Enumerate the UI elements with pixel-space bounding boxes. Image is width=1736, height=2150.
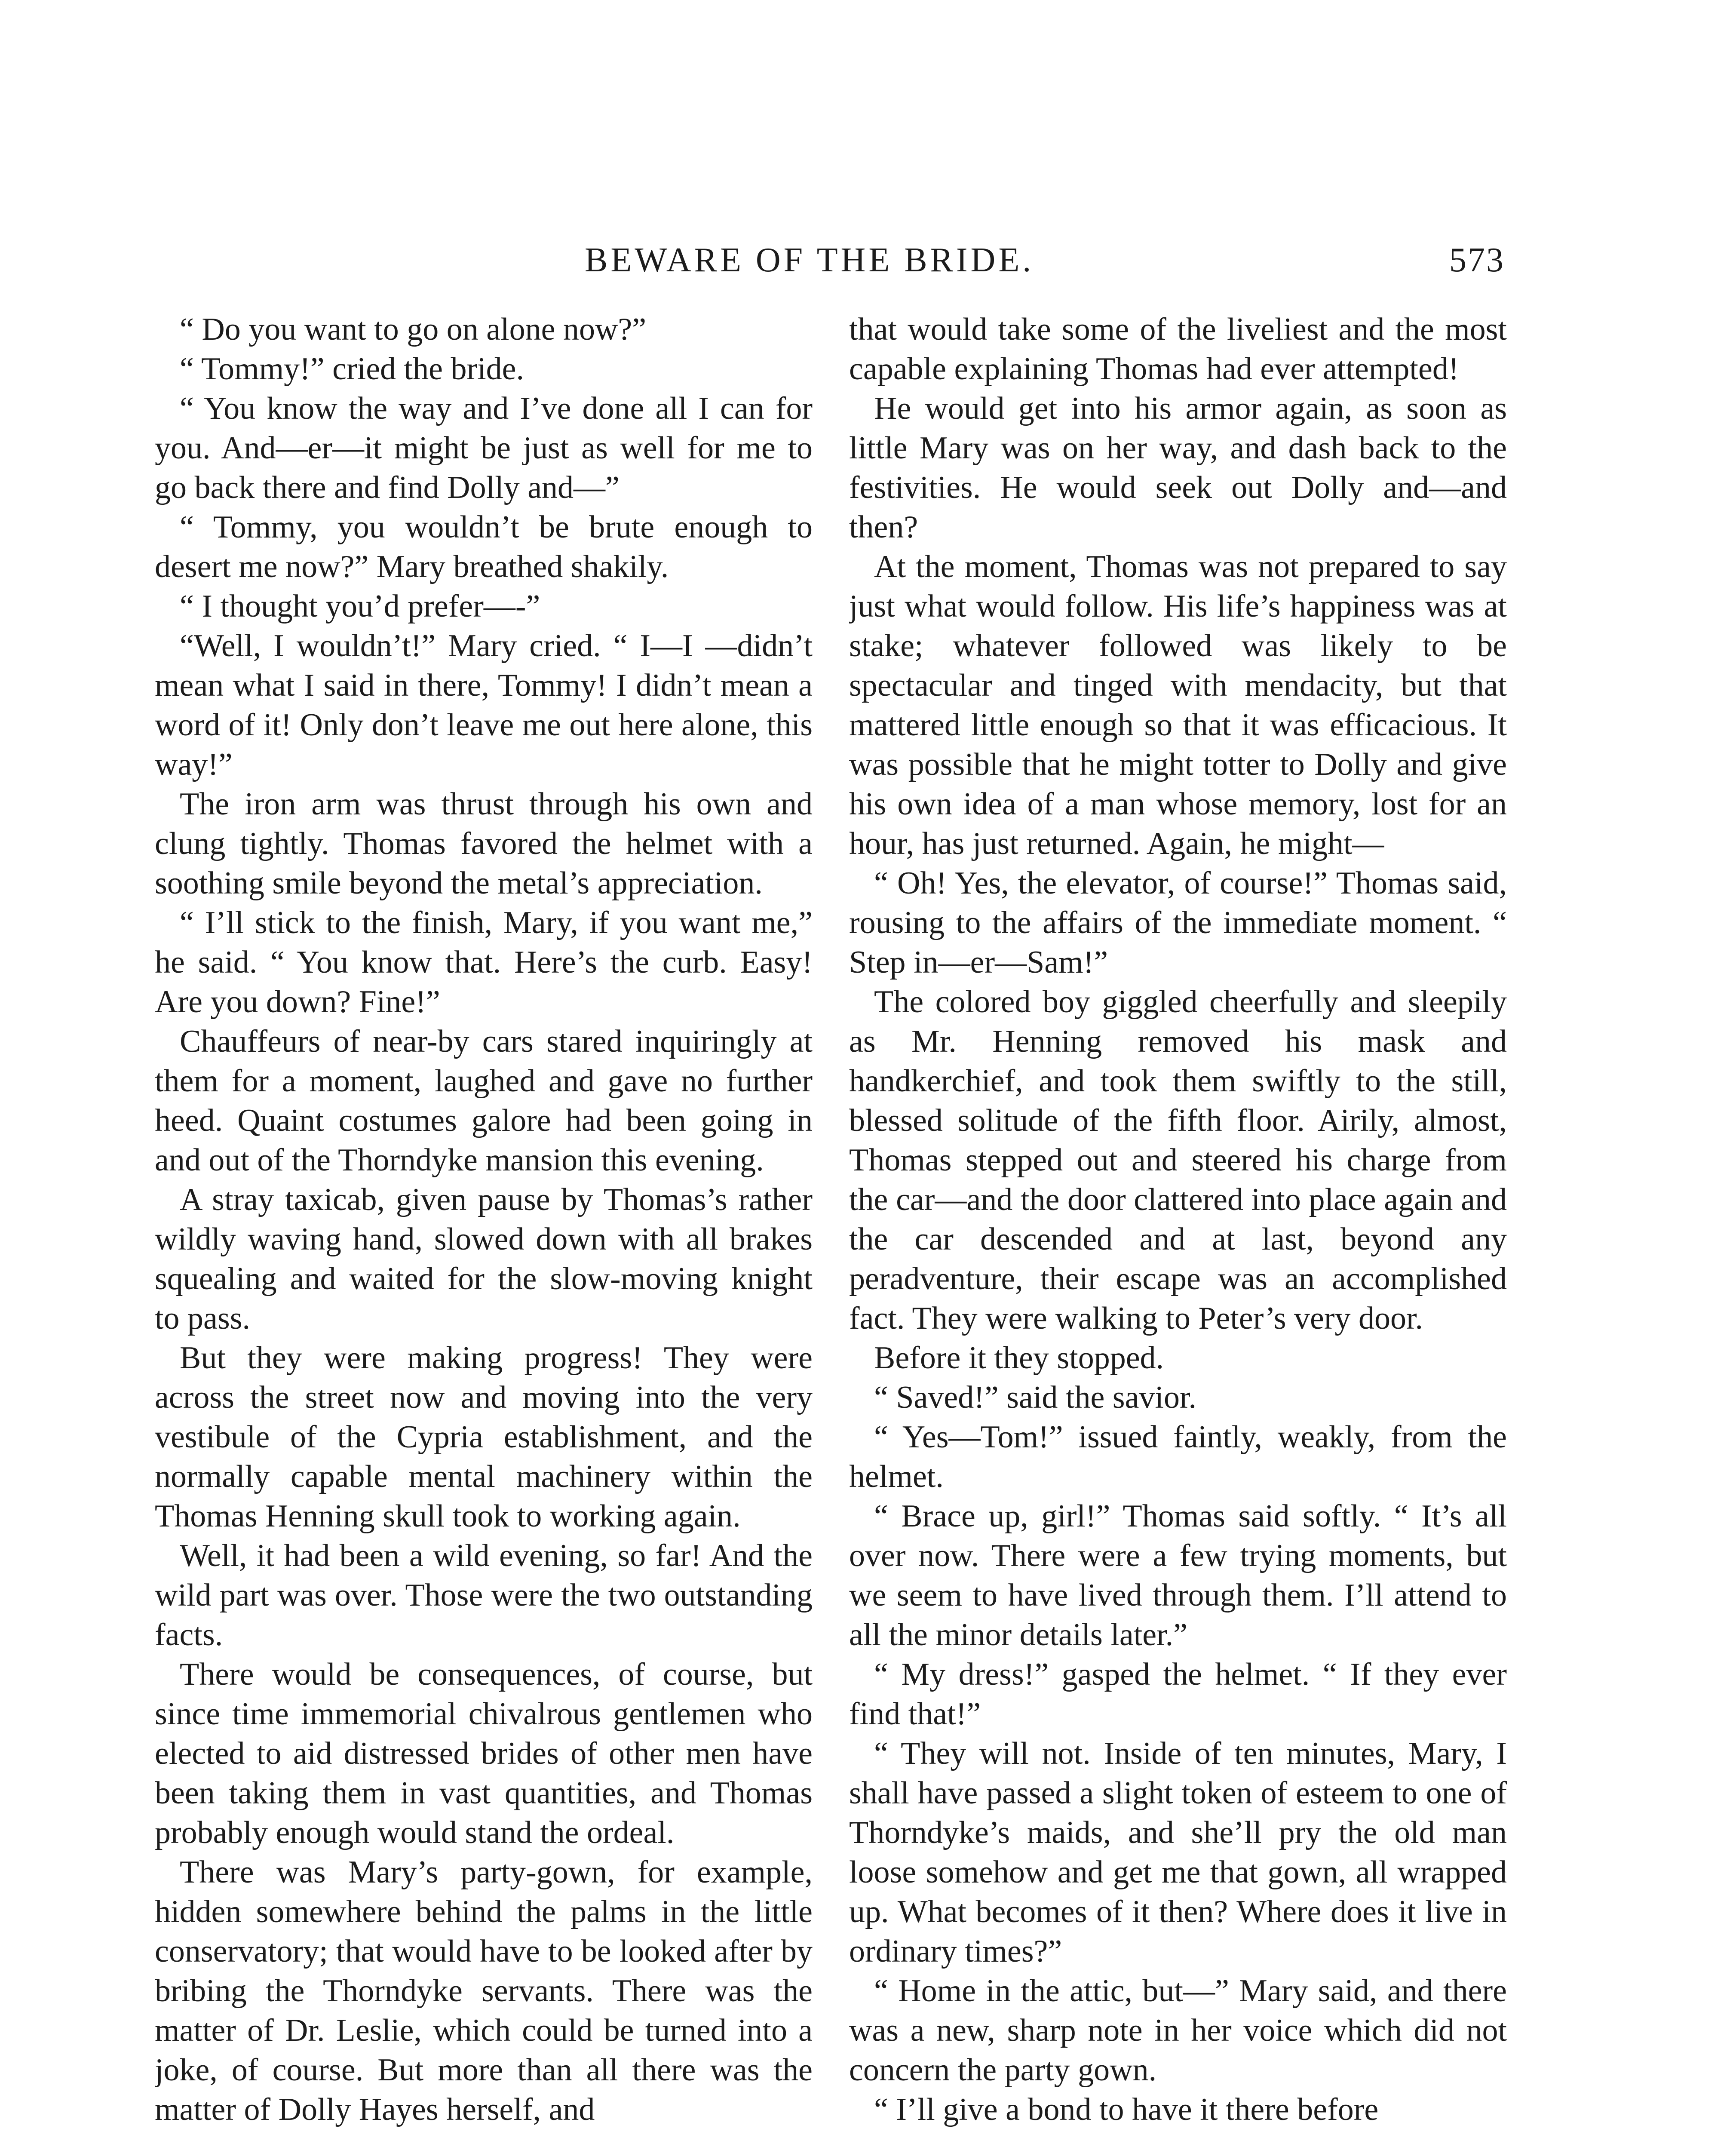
paragraph: “ Home in the attic, but—” Mary said, and there was a new, sharp note in her voice which did not concern the party gown. <box>849 1973 1507 2088</box>
paragraph: A stray taxicab, given pause by Thomas’s rather wildly waving hand, slowed down with all brakes squealing and waited for the slow-moving knight to pass. <box>155 1182 813 1336</box>
left-column <box>155 310 813 2150</box>
paragraph: There was Mary’s party-gown, for example, hidden somewhere behind the palms in the little conservatory; that would have to be looked after by bribing the Thorndyke servants. There was the matter of Dr. Leslie, which could be turned into a joke, of course. But more than all there was the matter of Dolly Hayes herself, and <box>155 1855 813 2127</box>
paragraph: Before it they stopped. <box>874 1340 1164 1376</box>
paragraph: “ I’ll stick to the finish, Mary, if you want me,” he said. “ You know that. Here’s the curb. Easy! Are you down? Fine!” <box>155 905 813 1020</box>
page-number: 573 <box>1449 241 1505 279</box>
paragraph: “ You know the way and I’ve done all I can for you. And—er—it might be just as well for me to go back there and find Dolly and—” <box>155 391 813 505</box>
right-column <box>849 310 1507 2150</box>
paragraph: “Well, I wouldn’t!” Mary cried. “ I—I —didn’t mean what I said in there, Tommy! I didn’t mean a word of it! Only don’t leave me out here alone, this way!” <box>155 628 813 782</box>
running-title: BEWARE OF THE BRIDE. <box>585 241 1034 279</box>
paragraph: There would be consequences, of course, but since time immemorial chivalrous gentlemen who elected to aid distressed brides of other men have been taking them in vast quantities, and Thomas probably enough would stand the ordeal. <box>155 1657 813 1850</box>
paragraph: “ I thought you’d prefer—-” <box>180 589 540 624</box>
paragraph: The iron arm was thrust through his own and clung tightly. Thomas favored the helmet with a soothing smile beyond the metal’s appreciation. <box>155 786 813 901</box>
paragraph: “ Oh! Yes, the elevator, of course!” Thomas said, rousing to the affairs of the immediate moment. “ Step in—er—Sam!” <box>849 866 1507 980</box>
paragraph: The colored boy giggled cheerfully and sleepily as Mr. Henning removed his mask and handkerchief, and took them swiftly to the still, blessed solitude of the fifth floor. Airily, almost, Thomas stepped out and steered his charge from the car—and the door clattered into place again and the car descended and at last, beyond any peradventure, their escape was an accomplished fact. They were walking to Peter’s very door. <box>849 984 1507 1336</box>
running-header <box>159 241 1505 288</box>
paragraph: He would get into his armor again, as soon as little Mary was on her way, and dash back to the festivities. He would seek out Dolly and—and then? <box>849 391 1507 545</box>
paragraph: “ Tommy!” cried the bride. <box>180 351 524 387</box>
paragraph: “ Brace up, girl!” Thomas said softly. “ It’s all over now. There were a few trying moments, but we seem to have lived through them. I’ll attend to all the minor details later.” <box>849 1499 1507 1652</box>
paragraph: But they were making progress! They were across the street now and moving into the very vestibule of the Cypria establishment, and the normally capable mental machinery within the Thomas Henning skull took to working again. <box>155 1340 813 1534</box>
paragraph: “ My dress!” gasped the helmet. “ If they ever find that!” <box>849 1657 1507 1732</box>
paragraph: “ Do you want to go on alone now?” <box>180 312 647 347</box>
paragraph: At the moment, Thomas was not prepared to say just what would follow. His life’s happiness was at stake; whatever followed was likely to be spectacular and tinged with mendacity, but that mattered little enough so that it was efficacious. It was possible that he might totter to Dolly and give his own idea of a man whose memory, lost for an hour, has just returned. Again, he might— <box>849 549 1507 861</box>
paragraph: Chauffeurs of near-by cars stared inquiringly at them for a moment, laughed and gave no further heed. Quaint costumes galore had been going in and out of the Thorndyke mansion this evening. <box>155 1024 813 1178</box>
paragraph: that would take some of the liveliest and the most capable explaining Thomas had ever attempted! <box>849 312 1507 387</box>
paragraph: “ Tommy, you wouldn’t be brute enough to desert me now?” Mary breathed shakily. <box>155 510 813 584</box>
paragraph: “ I’ll give a bond to have it there before <box>874 2092 1379 2127</box>
paragraph: Well, it had been a wild evening, so far! And the wild part was over. Those were the two outstanding facts. <box>155 1538 813 1652</box>
paragraph: “ Saved!” said the savior. <box>874 1380 1197 1415</box>
paragraph: “ Yes—Tom!” issued faintly, weakly, from the helmet. <box>849 1419 1507 1494</box>
paragraph: “ They will not. Inside of ten minutes, Mary, I shall have passed a slight token of esteem to one of Thorndyke’s maids, and she’ll pry the old man loose somehow and get me that gown, all wrapped up. What becomes of it then? Where does it live in ordinary times?” <box>849 1736 1507 1969</box>
